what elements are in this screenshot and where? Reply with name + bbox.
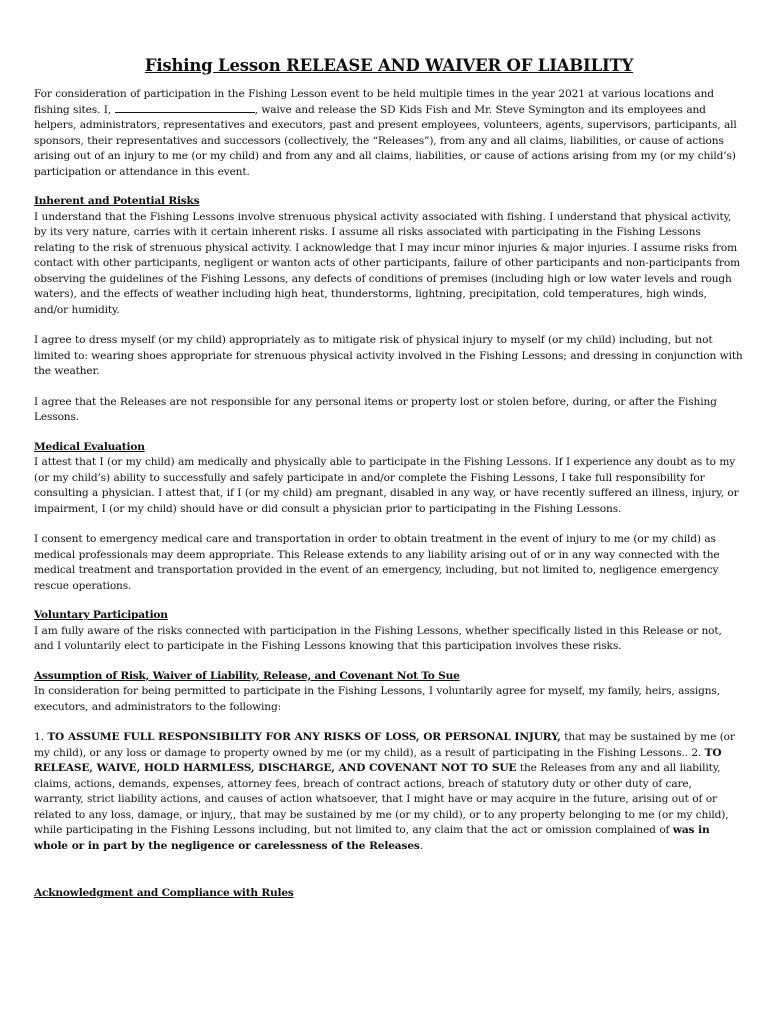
inherent-paragraph-3: I agree that the Releases are not responsible for any personal items or property lost or stolen before, during, or after the Fishing Lessons. <box>34 395 717 423</box>
section-voluntary-participation <box>34 608 744 655</box>
bold-clause-1: TO ASSUME FULL RESPONSIBILITY FOR ANY RISKS OF LOSS, OR PERSONAL INJURY, <box>47 731 561 743</box>
section-assumption-of-risk <box>34 669 744 855</box>
intro-text-start: For consideration of participation in the Fishing Lesson event to be held multiple times in the year 2021 at various locations and fishing sites. I, <box>34 88 714 116</box>
name-blank-line <box>115 103 255 113</box>
medical-paragraph-2: I consent to emergency medical care and transportation in order to obtain treatment in the event of injury to me (or my child) as medical professionals may deem appropriate. This Release extends to any liability arising out of or in any way connected with the medical treatment and transportation provided in the event of an emergency, including, but not limited to, negligence emergency rescue operations. <box>34 533 720 592</box>
clause-text-1: that may be sustained by me (or my child), or any loss or damage to property owned by me (or my child), as a result of participating in the Fishing Lessons.. 2. <box>34 731 735 759</box>
section-inherent-risks <box>34 194 744 426</box>
intro-paragraph <box>34 87 744 180</box>
heading-voluntary-participation: Voluntary Participation <box>34 609 168 621</box>
document-title: Fishing Lesson RELEASE AND WAIVER OF LIABILITY <box>144 56 634 75</box>
medical-paragraph-1: I attest that I (or my child) am medically and physically able to participate in the Fishing Lessons. If I experience any doubt as to my (or my child’s) ability to successfully and safely participate in and/or complete the Fishing Lessons, I take full responsibility for consulting a physician. I attest that, if I (or my child) am pregnant, disabled in any way, or have recently suffered an illness, injury, or impairment, I (or my child) should have or did consult a physician prior to participating in the Fishing Lessons. <box>34 456 739 515</box>
assumption-paragraph-2 <box>34 730 744 854</box>
heading-medical-evaluation: Medical Evaluation <box>34 440 145 453</box>
voluntary-paragraph-1: I am fully aware of the risks connected with participation in the Fishing Lessons, whether specifically listed in this Release or not, and I voluntarily elect to participate in the Fishing Lessons knowing that this participation involves these risks. <box>34 624 722 652</box>
section-medical-evaluation <box>34 440 744 595</box>
clause-text-2: the Releases from any and all liability, claims, actions, demands, expenses, attorney fees, breach of contract actions, breach of statutory duty or other duty of care, warranty, strict liability actions, and causes of action whatsoever, that I might have or may acquire in the future, arising out of or related to any loss, damage, or injury,, that may be sustained by me (or my child), or to any property belonging to me (or my child), while participating in the Fishing Lessons including, but not limited to, any claim that the act or omission complained of <box>34 762 729 836</box>
inherent-paragraph-1: I understand that the Fishing Lessons involve strenuous physical activity associated with fishing. I understand that physical activity, by its very nature, carries with it certain inherent risks. I assume all risks associated with participating in the Fishing Lessons relating to the risk of strenuous physical activity. I acknowledge that I may incur minor injuries & major injuries. I assume risks from contact with other participants, negligent or wanton acts of other participants, failure of other participants and non-participants from observing the guidelines of the Fishing Lessons, any defects of conditions of premises (including high or low water levels and rough waters), and the effects of weather including high heat, thunderstorms, lightning, precipitation, cold temperatures, high winds, and/or humidity. <box>34 210 740 316</box>
bold-clause-3: was in whole or in part by the negligence or carelessness of the Releases <box>34 824 710 852</box>
intro-text-end: , waive and release the SD Kids Fish and Mr. Steve Symington and its employees and helpers, administrators, representatives and executors, past and present employees, volunteers, agents, supervisors, participants, all sponsors, their representatives and successors (collectively, the “Releases”), from any and all claims, liabilities, or cause of actions arising out of an injury to me (or my child) and from any and all claims, liabilities, or cause of actions arising from my (or my child’s) participation or attendance in this event. <box>34 103 737 178</box>
inherent-paragraph-2: I agree to dress myself (or my child) appropriately as to mitigate risk of physical injury to myself (or my child) including, but not limited to: wearing shoes appropriate for strenuous physical activity involved in the Fishing Lessons; and dressing in conjunction with the weather. <box>34 334 743 377</box>
clause-end: . <box>419 839 423 852</box>
heading-inherent-risks: Inherent and Potential Risks <box>34 195 200 207</box>
clause-number: 1. <box>34 731 48 743</box>
section-acknowledgment <box>34 886 744 902</box>
assumption-paragraph-1: In consideration for being permitted to participate in the Fishing Lessons, I voluntarily agree for myself, my family, heirs, assigns, executors, and administrators to the following: <box>34 685 720 713</box>
heading-acknowledgment: Acknowledgment and Compliance with Rules <box>34 887 294 899</box>
bold-clause-2: TO RELEASE, WAIVE, HOLD HARMLESS, DISCHARGE, AND COVENANT NOT TO SUE <box>34 746 722 774</box>
heading-assumption-of-risk: Assumption of Risk, Waiver of Liability, Release, and Covenant Not To Sue <box>34 669 460 682</box>
